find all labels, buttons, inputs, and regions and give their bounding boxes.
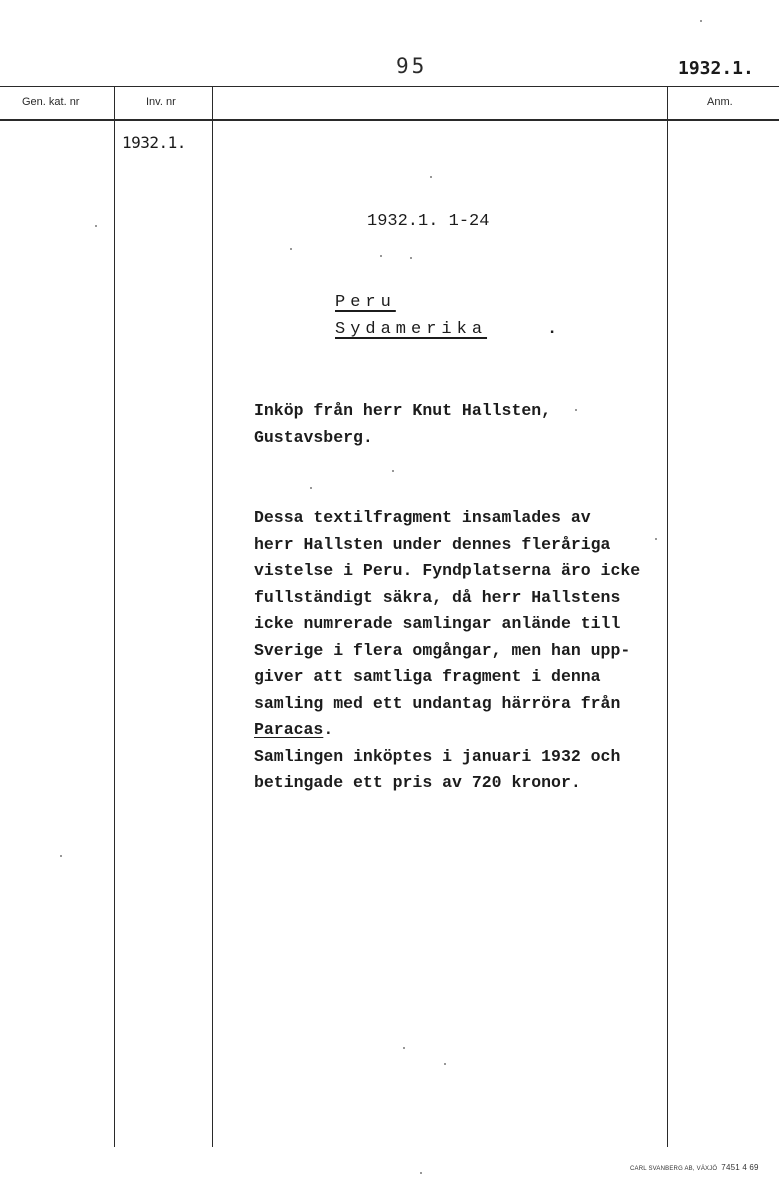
column-header-anm: Anm. — [707, 96, 733, 108]
description-line: herr Hallsten under dennes fleråriga — [254, 534, 611, 554]
column-divider-inv-right — [212, 87, 213, 1147]
entry-range: 1932.1. 1-24 — [367, 212, 490, 231]
scan-speck — [290, 248, 292, 250]
scan-speck — [310, 487, 312, 489]
description-paragraph — [254, 505, 640, 797]
scan-speck — [444, 1063, 446, 1065]
region-suffix: . — [547, 320, 558, 339]
place-suffix: . — [323, 720, 334, 739]
column-header-inv: Inv. nr — [146, 96, 176, 108]
closing-line: betingade ett pris av 720 kronor. — [254, 773, 581, 792]
column-divider-anm — [667, 87, 668, 1147]
page-number: 95 — [396, 54, 428, 78]
scan-speck — [655, 538, 657, 540]
description-line: samling med ett undantag härröra från — [254, 693, 621, 713]
inventory-number: 1932.1. — [122, 133, 186, 152]
scan-speck — [430, 176, 432, 178]
printer-imprint — [630, 1163, 759, 1172]
purchase-note — [254, 398, 551, 451]
place-name: Paracas — [254, 720, 324, 739]
description-line: vistelse i Peru. Fyndplatserna äro icke — [254, 561, 641, 580]
column-divider-inv-left — [114, 87, 115, 1147]
scan-speck — [575, 409, 577, 411]
purchase-line: Gustavsberg. — [254, 427, 373, 447]
header-bottom-rule — [0, 119, 779, 121]
column-header-gen-kat: Gen. kat. nr — [22, 96, 80, 108]
description-line: fullständigt säkra, då herr Hallstens — [254, 587, 621, 607]
scan-speck — [380, 255, 382, 257]
region-continent: Sydamerika — [335, 320, 488, 339]
scan-speck — [392, 470, 394, 472]
purchase-line: Inköp från herr Knut Hallsten, — [254, 401, 552, 420]
description-line: icke numrerade samlingar anlände till — [254, 614, 621, 633]
printer-name: CARL SVANBERG AB, VÄXJÖ — [630, 1166, 718, 1172]
scan-speck — [700, 20, 702, 22]
scan-speck — [60, 855, 62, 857]
region-country: Peru — [335, 293, 396, 312]
description-line: Sverige i flera omgångar, men han upp- — [254, 640, 631, 660]
scan-speck — [403, 1047, 405, 1049]
scan-speck — [420, 1172, 422, 1174]
form-number: 7451 4 69 — [721, 1163, 759, 1172]
place-line — [254, 717, 640, 744]
scan-speck — [410, 257, 412, 259]
header-catalog-code: 1932.1. — [678, 58, 754, 79]
scan-speck — [95, 225, 97, 227]
description-line: Dessa textilfragment insamlades av — [254, 508, 591, 527]
description-line: giver att samtliga fragment i denna — [254, 667, 601, 686]
header-top-rule — [0, 86, 779, 87]
closing-line: Samlingen inköptes i januari 1932 och — [254, 746, 621, 766]
